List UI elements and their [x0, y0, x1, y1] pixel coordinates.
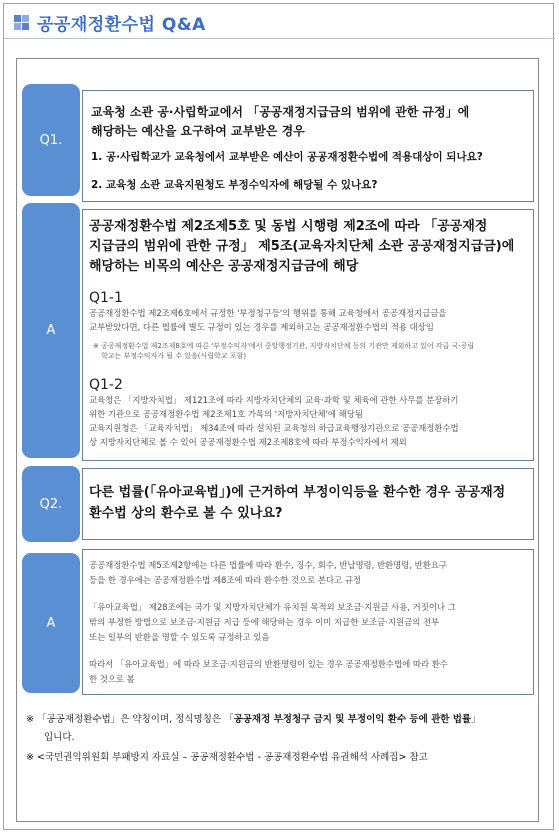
a1-sec2-line4: 상 지방자치단체로 볼 수 있어 공공재정환수법 제2조제8호에 따라 부정수익자에서 제외 — [89, 437, 407, 447]
q1-item2: 2. 교육청 소관 교육지원청도 부정수익자에 해당될 수 있나요? — [91, 179, 378, 191]
footnote-official-name: 공공재정 부정청구 금지 및 부정이익 환수 등에 관한 법률 — [233, 714, 472, 725]
a1-sec1-note1: ※ 공공재정환수법 제2조제8호에 따른 '부정수익자'에서 중앙행정기관, 지방자치단체 등의 기관만 제외하고 있어 각급 국·공립 — [93, 342, 475, 350]
q2-tab-label: Q2. — [39, 496, 63, 512]
q1-tab — [22, 84, 80, 196]
a1-sec1-line1: 공공재정환수법 제2조제6호에서 규정한 '부정청구등'의 행위를 통해 교육청에서 공공재정지급금을 — [89, 308, 447, 318]
q2-box — [82, 468, 534, 540]
a1-box — [82, 209, 534, 461]
q2-line1: 다른 법률(「유아교육법」)에 근거하여 부정이익등을 환수한 경우 공공재정 — [89, 485, 506, 500]
page-header — [14, 10, 206, 34]
a1-sec1-line2: 교부받았다면, 다른 법률에 별도 규정이 있는 경우를 제외하고는 공공재정환수법의 적용 대상임 — [89, 322, 434, 332]
a2-p2-line2: 밖의 부정한 방법으로 보조금·지원금 지급 등에 해당하는 경우 이미 지급한 보조금·지원금의 전부 — [89, 617, 440, 627]
a1-sec1-title: Q1-1 — [89, 290, 123, 306]
a1-sec2-title: Q1-2 — [89, 377, 123, 393]
footnote-line1-cont: 입니다. — [44, 732, 75, 743]
footnote-line1 — [26, 711, 481, 728]
a2-p1-line1: 공공재정환수법 제5조제2항에는 다른 법률에 따라 환수, 징수, 회수, 반납명령, 반환명령, 반환요구 — [89, 560, 448, 570]
a1-tab-label: A — [46, 323, 56, 338]
header-divider — [4, 38, 555, 39]
q1-tab-label: Q1. — [39, 132, 63, 148]
q1-title-line2: 해당하는 예산을 요구하여 교부받은 경우 — [91, 124, 305, 138]
a2-p2-line1: 「유아교육법」 제28조에는 국가 및 지방자치단체가 유치원 목적외 보조금·지원금 사용, 거짓이나 그 — [89, 602, 456, 612]
footnote-line1-prefix: ※ 「공공재정환수법」은 약칭이며, 정식명칭은 「 — [26, 714, 234, 725]
a1-sec2-line2: 위한 기관으로 공공재정환수법 제2조제1호 가목의 '지방자치단체'에 해당됨 — [89, 409, 363, 419]
q2-tab — [22, 466, 80, 542]
a2-tab — [22, 553, 80, 693]
a2-p1-line2: 등을 한 경우에는 공공재정환수법 제8조에 따라 환수한 것으로 본다고 규정 — [89, 575, 361, 585]
q2-line2: 환수법 상의 환수로 볼 수 있나요? — [89, 506, 283, 521]
q1-item1: 1. 공·사립학교가 교육청에서 교부받은 예산이 공공재정환수법에 적용대상이 되나요? — [91, 151, 483, 163]
q1-box — [82, 90, 534, 202]
a1-head-line1: 공공재정환수법 제2조제5호 및 동법 시행령 제2조에 따라 「공공재정 — [89, 219, 488, 234]
footnote-line1-suffix: 」 — [471, 714, 481, 725]
q1-title-line1: 교육청 소관 공·사립학교에서 「공공재정지급금의 범위에 관한 규정」에 — [91, 105, 470, 119]
a2-tab-label: A — [46, 615, 56, 631]
a2-box — [82, 549, 534, 695]
a2-p3-line1: 따라서 「유아교육법」에 따라 보조금·지원금의 반환명령이 있는 경우 공공재정환수법에 따라 환수 — [89, 659, 448, 669]
a1-tab — [22, 203, 80, 458]
a1-head-line3: 해당하는 비목의 예산은 공공재정지급금에 해당 — [89, 259, 359, 274]
grid-squares-icon — [14, 15, 29, 30]
a1-sec2-line3: 교육지원청은 「교육자치법」 제34조에 따라 설치된 교육청의 하급교육행정기관으로 공공재정환수법 — [89, 423, 459, 433]
page-title: 공공재정환수법 Q&A — [37, 14, 206, 35]
a2-p2-line3: 또는 일부의 반환을 명할 수 있도록 규정하고 있음 — [89, 632, 270, 642]
a1-head-line2: 지급금의 범위에 관한 규정」 제5조(교육자치단체 소관 공공재정지급금)에 — [89, 239, 515, 254]
a1-sec1-note2: 학교는 부정수익자가 될 수 있음(사립학교 포함) — [101, 352, 247, 360]
a1-sec2-line1: 교육청은 「지방자치법」 제121조에 따라 지방자치단체의 교육·과학 및 체육에 관한 사무를 분장하기 — [89, 395, 459, 405]
footnote-line2: ※ <국민권익위원회 부패방지 자료실 – 공공재정환수법 - 공공재정환수법 유권해석 사례집> 참고 — [26, 752, 428, 763]
a2-p3-line2: 한 것으로 봄 — [89, 674, 135, 684]
